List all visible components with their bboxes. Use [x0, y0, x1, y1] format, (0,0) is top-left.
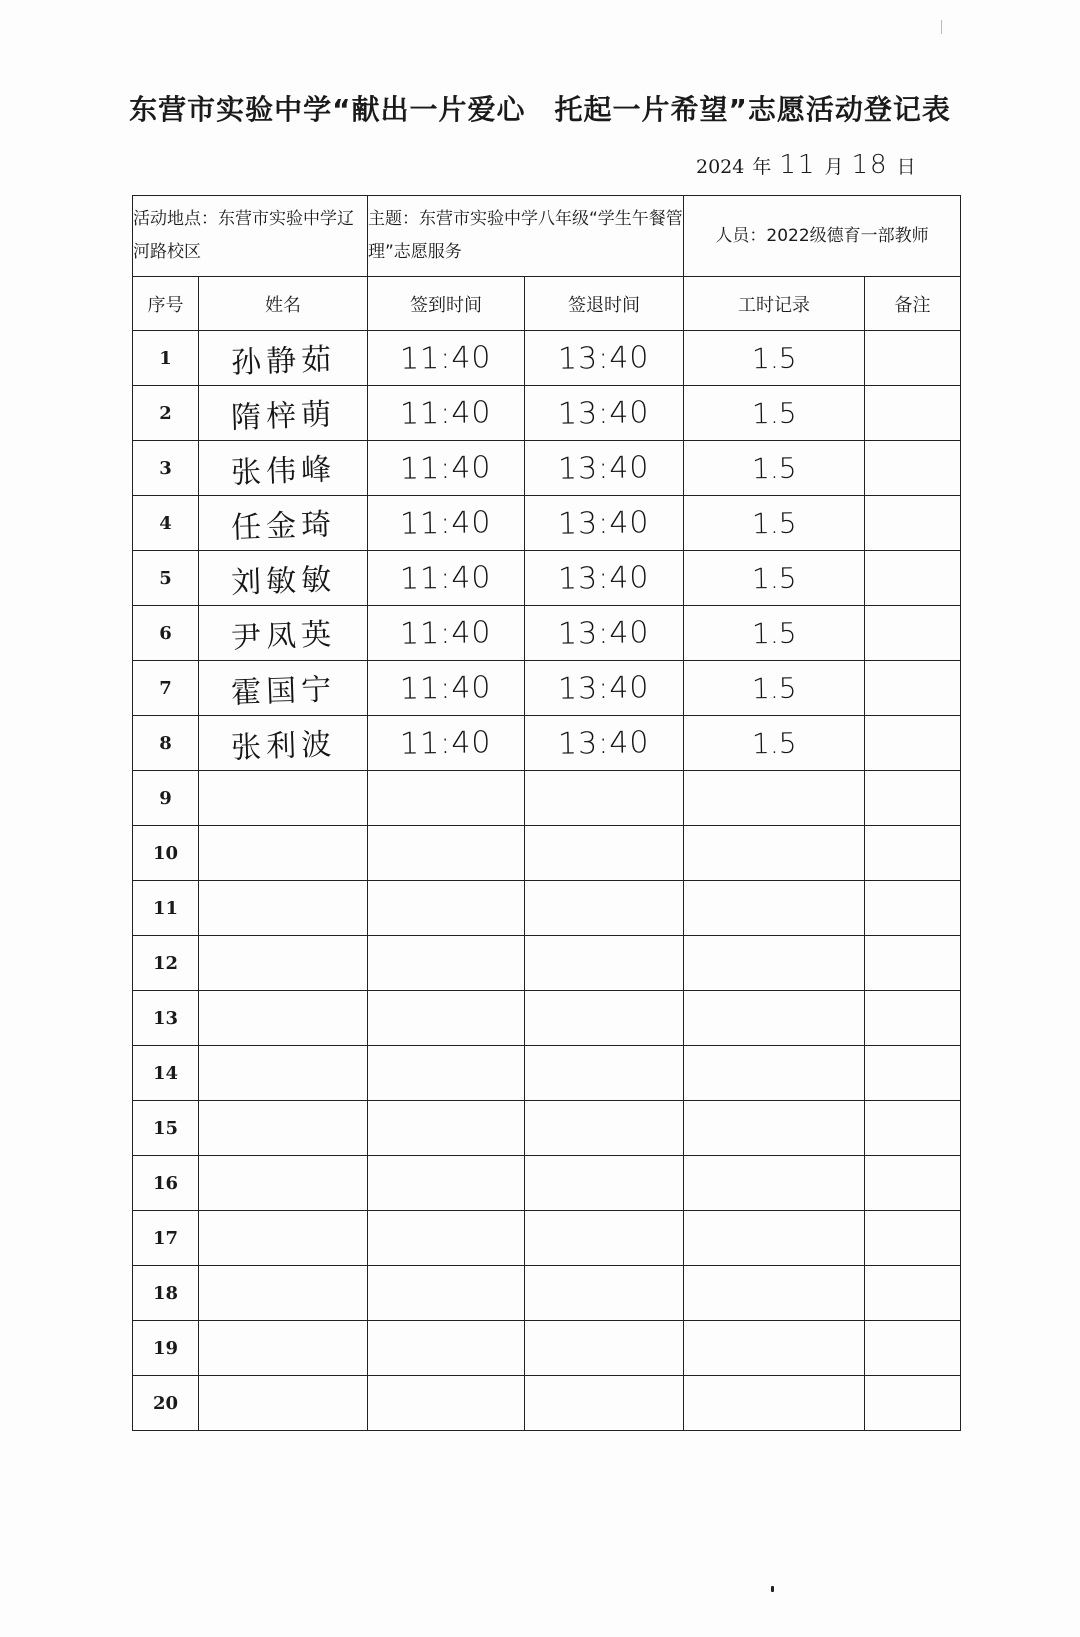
work-hours-cell [684, 936, 865, 991]
row-number: 19 [152, 1337, 179, 1359]
remarks-cell [865, 1211, 961, 1266]
sign-in-time-cell [368, 496, 525, 551]
work-hours: 1.5 [751, 671, 797, 705]
volunteer-name-cell [199, 331, 368, 386]
sign-in-time-cell [368, 1211, 525, 1266]
sign-in-time-cell [368, 881, 525, 936]
sign-out-time: 13:40 [557, 339, 651, 377]
row-number: 1 [159, 347, 172, 369]
row-number-cell [133, 661, 199, 716]
table-row [133, 661, 961, 716]
column-header: 签退时间 [525, 277, 684, 331]
work-hours-cell [684, 1321, 865, 1376]
work-hours: 1.5 [751, 451, 797, 485]
work-hours: 1.5 [751, 341, 797, 375]
work-hours-cell [684, 441, 865, 496]
sign-in-time-cell [368, 331, 525, 386]
row-number: 8 [159, 732, 172, 754]
sign-in-time: 11:40 [399, 394, 493, 432]
volunteer-name-cell [199, 1376, 368, 1431]
volunteer-name-cell [199, 1266, 368, 1321]
date-year: 2024 [696, 156, 745, 178]
ink-dot [771, 1586, 774, 1592]
remarks-cell [865, 771, 961, 826]
sign-out-time: 13:40 [557, 614, 651, 652]
table-row [133, 881, 961, 936]
sign-out-time: 13:40 [557, 394, 651, 432]
column-header: 签到时间 [368, 277, 525, 331]
table-row [133, 936, 961, 991]
row-number: 7 [159, 677, 172, 699]
work-hours: 1.5 [751, 726, 797, 760]
sign-in-time-cell [368, 1376, 525, 1431]
sign-out-time-cell [525, 1266, 684, 1321]
row-number: 3 [159, 457, 172, 479]
volunteer-name: 霍国宁 [230, 672, 337, 711]
row-number-cell [133, 716, 199, 771]
volunteer-name-cell [199, 936, 368, 991]
sign-out-time-cell [525, 496, 684, 551]
remarks-cell [865, 386, 961, 441]
row-number: 5 [159, 567, 172, 589]
row-number-cell [133, 771, 199, 826]
scan-mark [941, 20, 942, 34]
work-hours-cell [684, 1376, 865, 1431]
work-hours-cell [684, 881, 865, 936]
remarks-cell [865, 1156, 961, 1211]
volunteer-name: 隋梓萌 [230, 397, 337, 436]
table-row [133, 331, 961, 386]
sign-in-time-cell [368, 991, 525, 1046]
row-number-cell [133, 606, 199, 661]
sign-out-time-cell [525, 606, 684, 661]
work-hours: 1.5 [751, 616, 797, 650]
row-number: 4 [159, 512, 172, 534]
sign-out-time-cell [525, 551, 684, 606]
volunteer-name-cell [199, 1046, 368, 1101]
row-number: 6 [159, 622, 172, 644]
sign-out-time: 13:40 [557, 724, 651, 762]
sign-out-time-cell [525, 881, 684, 936]
volunteer-name: 尹凤英 [230, 617, 337, 656]
column-header: 工时记录 [684, 277, 865, 331]
sign-in-time-cell [368, 771, 525, 826]
sign-in-time-cell [368, 936, 525, 991]
sign-in-time: 11:40 [399, 449, 493, 487]
row-number-cell [133, 1101, 199, 1156]
sign-out-time-cell [525, 771, 684, 826]
row-number: 11 [152, 897, 179, 919]
row-number: 20 [152, 1392, 179, 1414]
sign-in-time-cell [368, 441, 525, 496]
row-number: 9 [159, 787, 172, 809]
table-row [133, 1266, 961, 1321]
activity-theme: 主题：东营市实验中学八年级“学生午餐管理”志愿服务 [368, 196, 684, 277]
sign-in-time-cell [368, 1156, 525, 1211]
sign-in-time: 11:40 [399, 724, 493, 762]
table-row [133, 771, 961, 826]
sign-in-time-cell [368, 1046, 525, 1101]
remarks-cell [865, 881, 961, 936]
remarks-cell [865, 991, 961, 1046]
work-hours-cell [684, 1046, 865, 1101]
volunteer-name-cell [199, 1321, 368, 1376]
volunteer-name-cell [199, 716, 368, 771]
work-hours-cell [684, 771, 865, 826]
sign-out-time-cell [525, 936, 684, 991]
work-hours-cell [684, 606, 865, 661]
work-hours-cell [684, 386, 865, 441]
row-number-cell [133, 936, 199, 991]
sign-out-time-cell [525, 1156, 684, 1211]
row-number-cell [133, 1211, 199, 1266]
work-hours-cell [684, 991, 865, 1046]
row-number: 10 [152, 842, 179, 864]
volunteer-name-cell [199, 1101, 368, 1156]
row-number: 15 [152, 1117, 179, 1139]
sign-in-time-cell [368, 606, 525, 661]
work-hours: 1.5 [751, 561, 797, 595]
row-number-cell [133, 881, 199, 936]
table-row [133, 991, 961, 1046]
sign-in-time-cell [368, 1321, 525, 1376]
sign-out-time-cell [525, 1046, 684, 1101]
row-number: 13 [152, 1007, 179, 1029]
sign-in-time-cell [368, 661, 525, 716]
date-day-unit: 日 [896, 156, 916, 178]
activity-staff: 人员：2022级德育一部教师 [684, 196, 961, 277]
work-hours-cell [684, 1156, 865, 1211]
table-row [133, 1046, 961, 1101]
remarks-cell [865, 1376, 961, 1431]
column-header: 序号 [133, 277, 199, 331]
work-hours-cell [684, 661, 865, 716]
row-number-cell [133, 1266, 199, 1321]
volunteer-log-table [132, 195, 961, 1431]
sign-in-time: 11:40 [399, 339, 493, 377]
table-body [133, 331, 961, 1431]
work-hours-cell [684, 1211, 865, 1266]
volunteer-name-cell [199, 1211, 368, 1266]
sign-out-time-cell [525, 716, 684, 771]
sign-out-time-cell [525, 331, 684, 386]
remarks-cell [865, 331, 961, 386]
volunteer-name: 刘敏敏 [230, 562, 337, 601]
date-day: 18 [851, 150, 889, 180]
table-row [133, 1156, 961, 1211]
row-number: 16 [152, 1172, 179, 1194]
sign-out-time: 13:40 [557, 504, 651, 542]
remarks-cell [865, 551, 961, 606]
work-hours: 1.5 [751, 396, 797, 430]
volunteer-name-cell [199, 551, 368, 606]
row-number-cell [133, 551, 199, 606]
remarks-cell [865, 826, 961, 881]
volunteer-name-cell [199, 1156, 368, 1211]
volunteer-name: 张利波 [230, 727, 337, 766]
volunteer-name: 任金琦 [230, 507, 337, 546]
column-header: 备注 [865, 277, 961, 331]
sign-out-time-cell [525, 1376, 684, 1431]
table-row [133, 1376, 961, 1431]
date-month: 11 [779, 150, 817, 180]
sign-out-time-cell [525, 826, 684, 881]
work-hours-cell [684, 551, 865, 606]
sign-in-time: 11:40 [399, 614, 493, 652]
volunteer-name-cell [199, 826, 368, 881]
table-row [133, 496, 961, 551]
sign-in-time: 11:40 [399, 669, 493, 707]
row-number: 17 [152, 1227, 179, 1249]
remarks-cell [865, 606, 961, 661]
remarks-cell [865, 716, 961, 771]
page-title: 东营市实验中学“献出一片爱心 托起一片希望”志愿活动登记表 [129, 93, 951, 126]
row-number-cell [133, 331, 199, 386]
row-number: 12 [152, 952, 179, 974]
table-row [133, 1321, 961, 1376]
sign-in-time-cell [368, 826, 525, 881]
row-number-cell [133, 1376, 199, 1431]
activity-location: 活动地点：东营市实验中学辽河路校区 [133, 196, 368, 277]
sign-out-time: 13:40 [557, 559, 651, 597]
remarks-cell [865, 1101, 961, 1156]
remarks-cell [865, 1046, 961, 1101]
sign-in-time-cell [368, 716, 525, 771]
sign-in-time: 11:40 [399, 559, 493, 597]
row-number-cell [133, 1156, 199, 1211]
sign-in-time: 11:40 [399, 504, 493, 542]
sign-in-time-cell [368, 386, 525, 441]
remarks-cell [865, 441, 961, 496]
work-hours-cell [684, 1266, 865, 1321]
info-row [133, 196, 961, 277]
remarks-cell [865, 1321, 961, 1376]
volunteer-name-cell [199, 386, 368, 441]
volunteer-name-cell [199, 661, 368, 716]
date-line [696, 150, 916, 180]
table-row [133, 386, 961, 441]
sign-in-time-cell [368, 1101, 525, 1156]
table-row [133, 1101, 961, 1156]
sign-in-time-cell [368, 1266, 525, 1321]
sign-out-time-cell [525, 661, 684, 716]
volunteer-name-cell [199, 496, 368, 551]
sign-out-time: 13:40 [557, 669, 651, 707]
sign-out-time-cell [525, 1211, 684, 1266]
column-header: 姓名 [199, 277, 368, 331]
table-row [133, 441, 961, 496]
table-row [133, 551, 961, 606]
row-number: 14 [152, 1062, 179, 1084]
volunteer-name-cell [199, 441, 368, 496]
row-number: 18 [152, 1282, 179, 1304]
sign-out-time-cell [525, 386, 684, 441]
remarks-cell [865, 661, 961, 716]
work-hours-cell [684, 716, 865, 771]
row-number: 2 [159, 402, 172, 424]
volunteer-name-cell [199, 881, 368, 936]
remarks-cell [865, 1266, 961, 1321]
sign-out-time-cell [525, 441, 684, 496]
sign-out-time: 13:40 [557, 449, 651, 487]
row-number-cell [133, 826, 199, 881]
row-number-cell [133, 1046, 199, 1101]
remarks-cell [865, 496, 961, 551]
work-hours-cell [684, 826, 865, 881]
volunteer-name-cell [199, 606, 368, 661]
table-row [133, 1211, 961, 1266]
sign-out-time-cell [525, 1321, 684, 1376]
table-row [133, 606, 961, 661]
row-number-cell [133, 991, 199, 1046]
table-row [133, 716, 961, 771]
volunteer-name-cell [199, 991, 368, 1046]
row-number-cell [133, 386, 199, 441]
row-number-cell [133, 1321, 199, 1376]
sign-in-time-cell [368, 551, 525, 606]
row-number-cell [133, 441, 199, 496]
column-header-row [133, 277, 961, 331]
work-hours-cell [684, 496, 865, 551]
sign-out-time-cell [525, 1101, 684, 1156]
volunteer-name: 张伟峰 [230, 452, 337, 491]
date-month-unit: 月 [824, 156, 844, 178]
date-year-unit: 年 [752, 156, 772, 178]
sign-out-time-cell [525, 991, 684, 1046]
work-hours: 1.5 [751, 506, 797, 540]
work-hours-cell [684, 331, 865, 386]
volunteer-name: 孙静茹 [230, 342, 337, 381]
remarks-cell [865, 936, 961, 991]
row-number-cell [133, 496, 199, 551]
volunteer-name-cell [199, 771, 368, 826]
work-hours-cell [684, 1101, 865, 1156]
table-row [133, 826, 961, 881]
